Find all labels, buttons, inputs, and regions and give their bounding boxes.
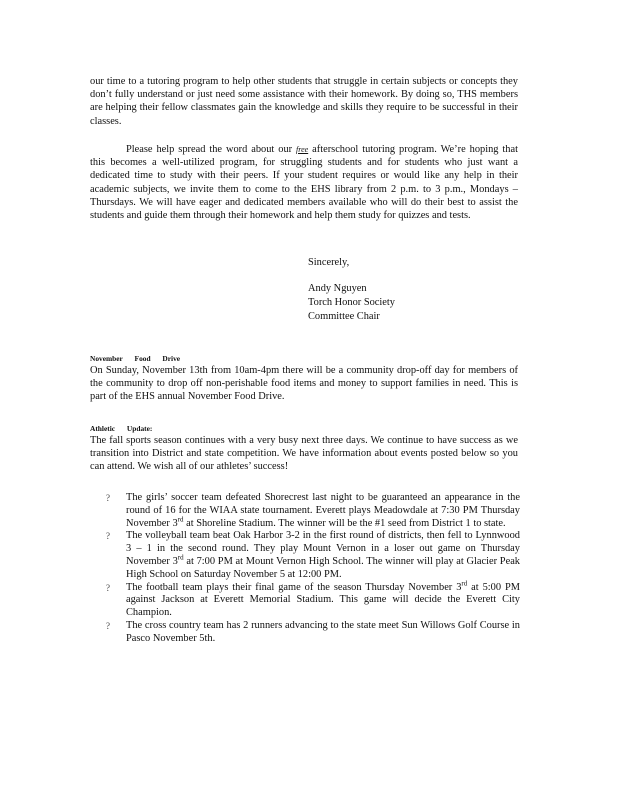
athletic-body: The fall sports season continues with a very busy next three days. We continue to have success as we transition into District and state competition. We have information about events posted below so you can attend. We wish all of our athletes’ success! (90, 435, 518, 473)
list-item: ? The football team plays their final game of the season Thursday November 3rd at 5:00 PM against Jackson at Everett Memorial Stadium. This game will decide the Everett City Champion. (106, 579, 520, 619)
signer-title-1: Torch Honor Society (308, 297, 395, 308)
athletic-heading: Athletic Update: (90, 424, 153, 433)
paragraph-text: our time to a tutoring program to help other students that struggle in certain subjects or concepts they don’t fully understand or just need some assistance with their homework. By doing so, THS members are helping their fellow classmates gain the knowledge and skills they require to be successful in their classes. (90, 76, 518, 127)
signer-title-2: Committee Chair (308, 311, 380, 322)
free-underlined: free (296, 145, 309, 154)
food-drive-heading: November Food Drive (90, 354, 181, 363)
food-drive-body: On Sunday, November 13th from 10am-4pm there will be a community drop-off day for members of the community to drop off non-perishable food items and money to support families in need. This is part of the EHS annual November Food Drive. (90, 365, 518, 403)
bullet-marker: ? (106, 493, 110, 503)
signer-name: Andy Nguyen (308, 283, 367, 294)
letter-paragraph-2 (90, 143, 518, 222)
bullet-marker: ? (106, 582, 110, 593)
bullet-marker: ? (106, 620, 110, 631)
list-item: ? The volleyball team beat Oak Harbor 3-2 in the first round of districts, then fell to Lynnwood 3 – 1 in the second round. They play Mount Vernon in a loser out game on Thursday November 3rd at 7:00 PM at Mount Vernon High School. The winner will play at Glacier Peak High School on Saturday November 5 at 12:00 PM. (106, 530, 521, 580)
letter-paragraph-1 (90, 75, 518, 128)
list-item: ? The girls’ soccer team defeated Shorecrest last night to be guaranteed an appearance in the round of 16 for the WIAA state tournament. Everett plays Meadowdale at 7:30 PM Thursday November 3rd at Shoreline Stadium. The winner will be the #1 seed from District 1 to state. (106, 492, 520, 529)
list-item: ? The cross country team has 2 runners advancing to the state meet Sun Willows Golf Course in Pasco November 5th. (106, 619, 520, 644)
paragraph-text: Please help spread the word about our free afterschool tutoring program. We’re hoping that this becomes a well-utilized program, for struggling students and for students who just want a dedicated time to study with their peers. If your student requires or would like any help in their academic subjects, we invite them to come to the EHS library from 2 p.m. to 3 p.m., Mondays – Thursdays. We will have eager and dedicated members available who will do their best to assist the students and guide them through their homework and help them study for quizzes and tests. (90, 144, 518, 222)
bullet-marker: ? (106, 531, 110, 542)
closing: Sincerely, (308, 257, 350, 268)
food-drive-section (90, 354, 518, 404)
athletic-section (90, 424, 518, 474)
athletic-bullet-list (90, 492, 520, 646)
